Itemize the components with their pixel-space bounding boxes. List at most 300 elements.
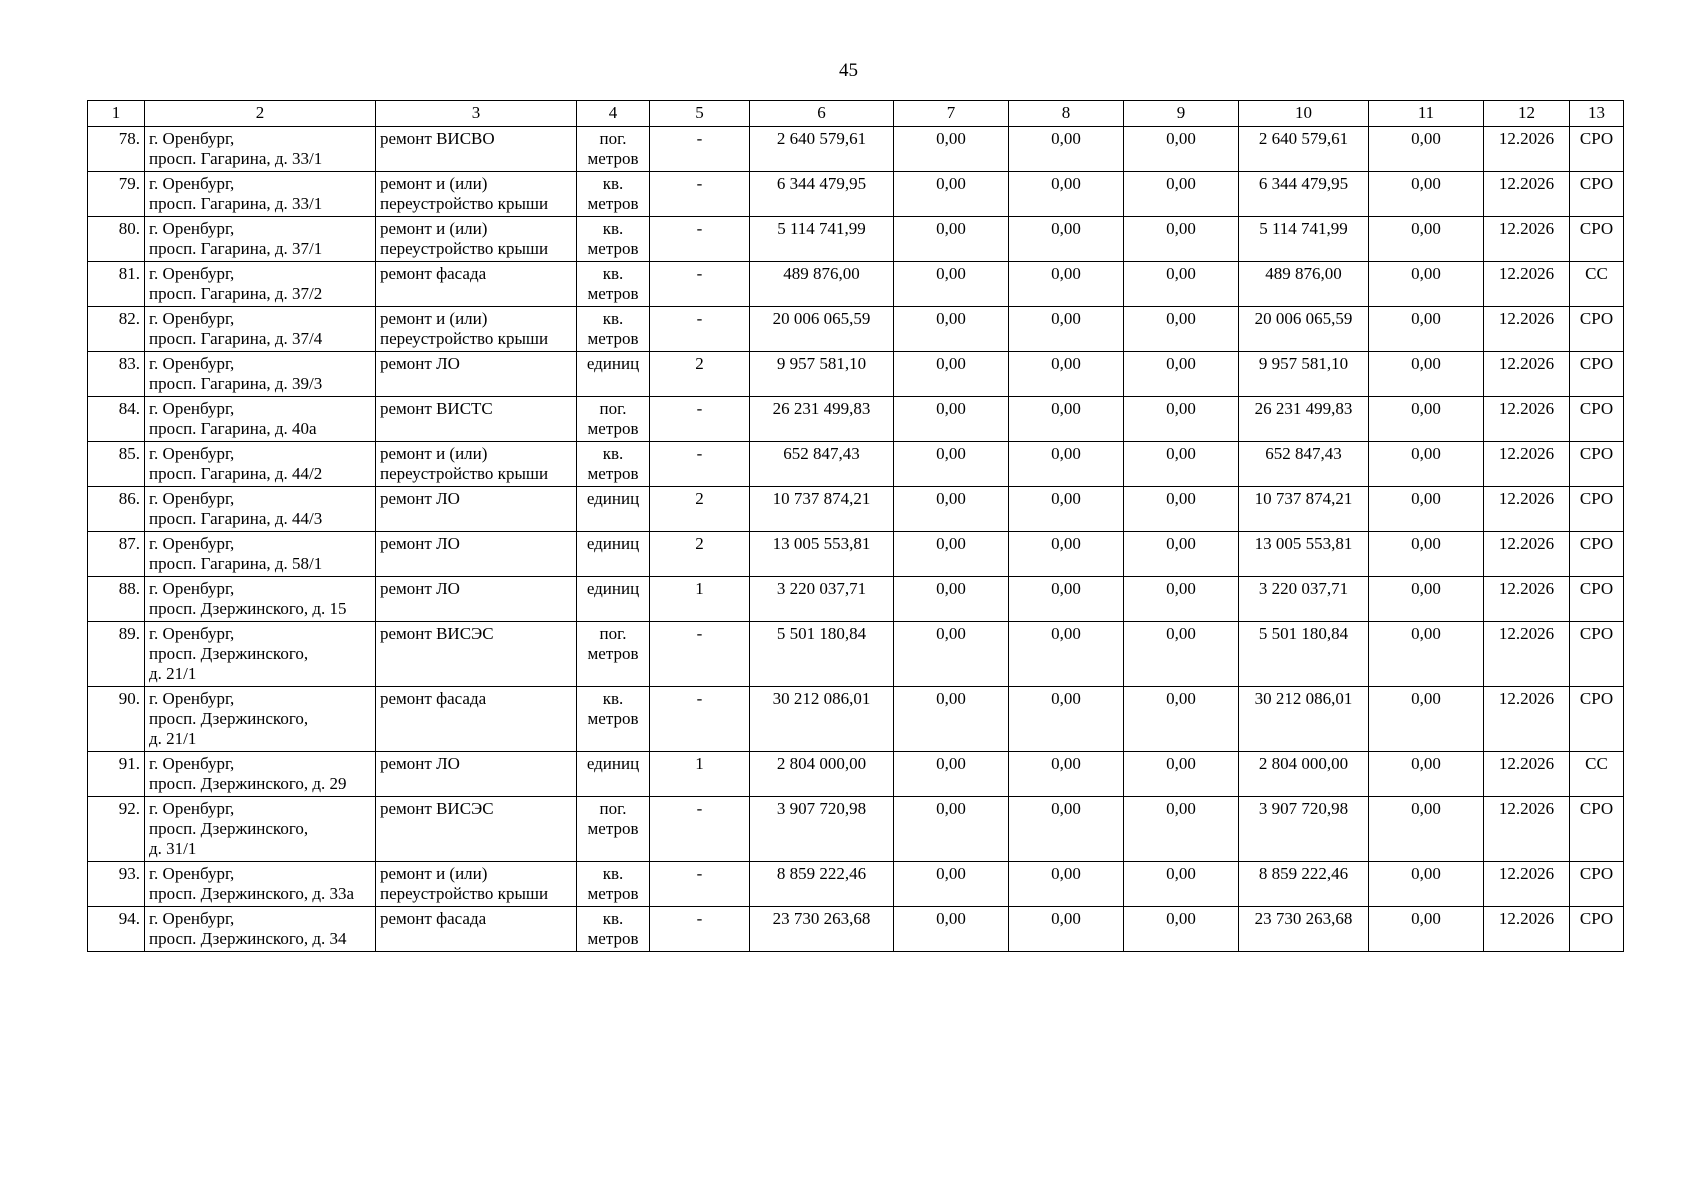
fund-col10-cell: 3 220 037,71 xyxy=(1239,577,1369,622)
work-type-cell xyxy=(376,907,577,952)
quantity-cell: 2 xyxy=(650,487,750,532)
work-type-cell xyxy=(376,862,577,907)
unit-line: метров xyxy=(587,644,639,663)
table-row xyxy=(88,862,1624,907)
address-cell xyxy=(145,487,376,532)
address-line: просп. Гагарина, д. 37/2 xyxy=(149,284,323,303)
term-cell: 12.2026 xyxy=(1484,907,1570,952)
fund-col7-cell: 0,00 xyxy=(894,907,1009,952)
row-number-cell: 80. xyxy=(88,217,145,262)
work-type-line: ремонт ВИСЭС xyxy=(380,799,494,818)
unit-line: кв. xyxy=(602,689,624,708)
work-type-cell xyxy=(376,532,577,577)
column-header-11: 11 xyxy=(1369,101,1484,127)
address-line: г. Оренбург, xyxy=(149,754,235,773)
address-cell xyxy=(145,352,376,397)
total-cost-cell: 13 005 553,81 xyxy=(750,532,894,577)
unit-line: единиц xyxy=(586,354,640,373)
quantity-cell: 1 xyxy=(650,577,750,622)
row-number-cell: 82. xyxy=(88,307,145,352)
work-type-cell xyxy=(376,442,577,487)
method-cell: СРО xyxy=(1570,862,1624,907)
fund-col11-cell: 0,00 xyxy=(1369,752,1484,797)
unit-cell xyxy=(577,532,650,577)
unit-line: метров xyxy=(587,929,639,948)
quantity-cell: - xyxy=(650,397,750,442)
fund-col7-cell: 0,00 xyxy=(894,577,1009,622)
unit-line: пог. xyxy=(599,399,627,418)
row-number-cell: 81. xyxy=(88,262,145,307)
unit-line: метров xyxy=(587,329,639,348)
address-line: г. Оренбург, xyxy=(149,219,235,238)
column-header-6: 6 xyxy=(750,101,894,127)
unit-line: кв. xyxy=(602,219,624,238)
quantity-cell: - xyxy=(650,262,750,307)
work-type-line: ремонт ВИСЭС xyxy=(380,624,494,643)
method-cell: СРО xyxy=(1570,907,1624,952)
column-number-header-row xyxy=(88,101,1624,127)
fund-col11-cell: 0,00 xyxy=(1369,862,1484,907)
address-cell xyxy=(145,687,376,752)
work-type-cell xyxy=(376,217,577,262)
address-line: г. Оренбург, xyxy=(149,489,235,508)
work-type-line: ремонт и (или) xyxy=(380,174,488,193)
row-number-cell: 90. xyxy=(88,687,145,752)
address-line: просп. Дзержинского, д. 15 xyxy=(149,599,347,618)
table-body xyxy=(88,127,1624,952)
unit-cell xyxy=(577,797,650,862)
column-header-10: 10 xyxy=(1239,101,1369,127)
unit-cell xyxy=(577,622,650,687)
unit-cell xyxy=(577,442,650,487)
table-row xyxy=(88,352,1624,397)
fund-col7-cell: 0,00 xyxy=(894,862,1009,907)
fund-col11-cell: 0,00 xyxy=(1369,797,1484,862)
unit-line: кв. xyxy=(602,309,624,328)
work-type-cell xyxy=(376,577,577,622)
fund-col11-cell: 0,00 xyxy=(1369,687,1484,752)
column-header-7: 7 xyxy=(894,101,1009,127)
fund-col10-cell: 9 957 581,10 xyxy=(1239,352,1369,397)
column-header-12: 12 xyxy=(1484,101,1570,127)
method-cell: СРО xyxy=(1570,127,1624,172)
fund-col9-cell: 0,00 xyxy=(1124,127,1239,172)
row-number-cell: 94. xyxy=(88,907,145,952)
address-line: г. Оренбург, xyxy=(149,264,235,283)
unit-line: метров xyxy=(587,284,639,303)
total-cost-cell: 652 847,43 xyxy=(750,442,894,487)
unit-line: метров xyxy=(587,884,639,903)
address-line: д. 21/1 xyxy=(149,664,197,683)
unit-cell xyxy=(577,127,650,172)
unit-line: пог. xyxy=(599,129,627,148)
column-header-4: 4 xyxy=(577,101,650,127)
work-type-cell xyxy=(376,797,577,862)
term-cell: 12.2026 xyxy=(1484,797,1570,862)
address-cell xyxy=(145,752,376,797)
fund-col7-cell: 0,00 xyxy=(894,262,1009,307)
fund-col7-cell: 0,00 xyxy=(894,487,1009,532)
column-header-5: 5 xyxy=(650,101,750,127)
fund-col8-cell: 0,00 xyxy=(1009,797,1124,862)
address-line: г. Оренбург, xyxy=(149,534,235,553)
address-line: г. Оренбург, xyxy=(149,174,235,193)
address-cell xyxy=(145,172,376,217)
column-header-1: 1 xyxy=(88,101,145,127)
table-row xyxy=(88,622,1624,687)
unit-cell xyxy=(577,487,650,532)
address-line: просп. Гагарина, д. 33/1 xyxy=(149,149,323,168)
unit-line: единиц xyxy=(586,579,640,598)
fund-col11-cell: 0,00 xyxy=(1369,442,1484,487)
work-type-line: ремонт ЛО xyxy=(380,489,460,508)
fund-col11-cell: 0,00 xyxy=(1369,262,1484,307)
address-line: г. Оренбург, xyxy=(149,689,235,708)
work-type-cell xyxy=(376,687,577,752)
fund-col10-cell: 2 640 579,61 xyxy=(1239,127,1369,172)
address-line: просп. Дзержинского, xyxy=(149,644,309,663)
row-number-cell: 92. xyxy=(88,797,145,862)
address-line: просп. Гагарина, д. 58/1 xyxy=(149,554,323,573)
unit-cell xyxy=(577,397,650,442)
fund-col9-cell: 0,00 xyxy=(1124,622,1239,687)
method-cell: СРО xyxy=(1570,532,1624,577)
total-cost-cell: 5 501 180,84 xyxy=(750,622,894,687)
term-cell: 12.2026 xyxy=(1484,442,1570,487)
fund-col9-cell: 0,00 xyxy=(1124,262,1239,307)
work-type-line: ремонт и (или) xyxy=(380,309,488,328)
fund-col9-cell: 0,00 xyxy=(1124,397,1239,442)
column-header-13: 13 xyxy=(1570,101,1624,127)
total-cost-cell: 2 804 000,00 xyxy=(750,752,894,797)
unit-line: кв. xyxy=(602,909,624,928)
fund-col10-cell: 30 212 086,01 xyxy=(1239,687,1369,752)
address-line: просп. Гагарина, д. 44/2 xyxy=(149,464,323,483)
address-line: г. Оренбург, xyxy=(149,579,235,598)
fund-col11-cell: 0,00 xyxy=(1369,352,1484,397)
fund-col10-cell: 10 737 874,21 xyxy=(1239,487,1369,532)
fund-col7-cell: 0,00 xyxy=(894,532,1009,577)
address-cell xyxy=(145,907,376,952)
work-type-line: ремонт ЛО xyxy=(380,579,460,598)
fund-col9-cell: 0,00 xyxy=(1124,352,1239,397)
address-line: просп. Дзержинского, xyxy=(149,819,309,838)
work-type-line: ремонт и (или) xyxy=(380,444,488,463)
work-type-line: ремонт ЛО xyxy=(380,534,460,553)
fund-col10-cell: 652 847,43 xyxy=(1239,442,1369,487)
work-type-line: ремонт ВИСТС xyxy=(380,399,493,418)
fund-col9-cell: 0,00 xyxy=(1124,752,1239,797)
fund-col9-cell: 0,00 xyxy=(1124,172,1239,217)
work-type-line: ремонт фасада xyxy=(380,264,487,283)
work-type-line: переустройство крыши xyxy=(380,194,549,213)
work-type-line: ремонт и (или) xyxy=(380,864,488,883)
fund-col8-cell: 0,00 xyxy=(1009,862,1124,907)
fund-col10-cell: 5 114 741,99 xyxy=(1239,217,1369,262)
fund-col9-cell: 0,00 xyxy=(1124,907,1239,952)
table-row xyxy=(88,577,1624,622)
fund-col10-cell: 6 344 479,95 xyxy=(1239,172,1369,217)
fund-col11-cell: 0,00 xyxy=(1369,397,1484,442)
address-cell xyxy=(145,532,376,577)
fund-col9-cell: 0,00 xyxy=(1124,862,1239,907)
unit-line: метров xyxy=(587,464,639,483)
term-cell: 12.2026 xyxy=(1484,217,1570,262)
table-row xyxy=(88,797,1624,862)
total-cost-cell: 3 907 720,98 xyxy=(750,797,894,862)
fund-col8-cell: 0,00 xyxy=(1009,442,1124,487)
address-cell xyxy=(145,217,376,262)
address-line: г. Оренбург, xyxy=(149,909,235,928)
unit-line: пог. xyxy=(599,624,627,643)
work-type-line: ремонт ВИСВО xyxy=(380,129,495,148)
method-cell: СС xyxy=(1570,752,1624,797)
unit-line: единиц xyxy=(586,489,640,508)
fund-col7-cell: 0,00 xyxy=(894,752,1009,797)
fund-col11-cell: 0,00 xyxy=(1369,622,1484,687)
work-type-cell xyxy=(376,127,577,172)
address-line: д. 31/1 xyxy=(149,839,197,858)
unit-cell xyxy=(577,172,650,217)
address-line: просп. Гагарина, д. 44/3 xyxy=(149,509,323,528)
quantity-cell: - xyxy=(650,862,750,907)
fund-col10-cell: 20 006 065,59 xyxy=(1239,307,1369,352)
term-cell: 12.2026 xyxy=(1484,622,1570,687)
method-cell: СРО xyxy=(1570,352,1624,397)
unit-cell xyxy=(577,307,650,352)
address-cell xyxy=(145,442,376,487)
work-type-line: ремонт фасада xyxy=(380,909,487,928)
table-row xyxy=(88,262,1624,307)
fund-col7-cell: 0,00 xyxy=(894,352,1009,397)
address-line: г. Оренбург, xyxy=(149,354,235,373)
term-cell: 12.2026 xyxy=(1484,577,1570,622)
fund-col8-cell: 0,00 xyxy=(1009,172,1124,217)
quantity-cell: - xyxy=(650,797,750,862)
method-cell: СРО xyxy=(1570,577,1624,622)
quantity-cell: 2 xyxy=(650,352,750,397)
fund-col11-cell: 0,00 xyxy=(1369,487,1484,532)
unit-cell xyxy=(577,687,650,752)
work-type-line: переустройство крыши xyxy=(380,884,549,903)
fund-col8-cell: 0,00 xyxy=(1009,752,1124,797)
column-header-9: 9 xyxy=(1124,101,1239,127)
row-number-cell: 79. xyxy=(88,172,145,217)
unit-cell xyxy=(577,907,650,952)
unit-cell xyxy=(577,862,650,907)
column-header-3: 3 xyxy=(376,101,577,127)
unit-line: метров xyxy=(587,194,639,213)
fund-col8-cell: 0,00 xyxy=(1009,397,1124,442)
unit-line: метров xyxy=(587,149,639,168)
quantity-cell: - xyxy=(650,127,750,172)
fund-col8-cell: 0,00 xyxy=(1009,577,1124,622)
work-type-cell xyxy=(376,352,577,397)
total-cost-cell: 489 876,00 xyxy=(750,262,894,307)
capital-repair-table xyxy=(87,100,1624,952)
fund-col9-cell: 0,00 xyxy=(1124,687,1239,752)
row-number-cell: 87. xyxy=(88,532,145,577)
fund-col8-cell: 0,00 xyxy=(1009,622,1124,687)
fund-col9-cell: 0,00 xyxy=(1124,217,1239,262)
table-row xyxy=(88,907,1624,952)
address-cell xyxy=(145,127,376,172)
fund-col10-cell: 5 501 180,84 xyxy=(1239,622,1369,687)
fund-col7-cell: 0,00 xyxy=(894,622,1009,687)
unit-cell xyxy=(577,262,650,307)
page-number: 45 xyxy=(839,60,858,81)
fund-col11-cell: 0,00 xyxy=(1369,532,1484,577)
term-cell: 12.2026 xyxy=(1484,862,1570,907)
row-number-cell: 88. xyxy=(88,577,145,622)
fund-col11-cell: 0,00 xyxy=(1369,307,1484,352)
unit-line: метров xyxy=(587,709,639,728)
fund-col7-cell: 0,00 xyxy=(894,687,1009,752)
fund-col11-cell: 0,00 xyxy=(1369,172,1484,217)
work-type-cell xyxy=(376,752,577,797)
fund-col11-cell: 0,00 xyxy=(1369,217,1484,262)
address-line: просп. Гагарина, д. 39/3 xyxy=(149,374,323,393)
work-type-line: переустройство крыши xyxy=(380,239,549,258)
fund-col10-cell: 23 730 263,68 xyxy=(1239,907,1369,952)
quantity-cell: - xyxy=(650,622,750,687)
work-type-cell xyxy=(376,262,577,307)
term-cell: 12.2026 xyxy=(1484,752,1570,797)
unit-line: единиц xyxy=(586,534,640,553)
address-line: г. Оренбург, xyxy=(149,624,235,643)
address-line: г. Оренбург, xyxy=(149,864,235,883)
table-row xyxy=(88,127,1624,172)
quantity-cell: - xyxy=(650,307,750,352)
fund-col8-cell: 0,00 xyxy=(1009,532,1124,577)
fund-col8-cell: 0,00 xyxy=(1009,487,1124,532)
quantity-cell: - xyxy=(650,687,750,752)
fund-col7-cell: 0,00 xyxy=(894,442,1009,487)
row-number-cell: 78. xyxy=(88,127,145,172)
table-row xyxy=(88,532,1624,577)
address-line: г. Оренбург, xyxy=(149,309,235,328)
total-cost-cell: 2 640 579,61 xyxy=(750,127,894,172)
total-cost-cell: 5 114 741,99 xyxy=(750,217,894,262)
address-line: просп. Дзержинского, д. 29 xyxy=(149,774,347,793)
fund-col10-cell: 489 876,00 xyxy=(1239,262,1369,307)
fund-col7-cell: 0,00 xyxy=(894,397,1009,442)
table-row xyxy=(88,397,1624,442)
unit-line: метров xyxy=(587,419,639,438)
table-row xyxy=(88,217,1624,262)
row-number-cell: 89. xyxy=(88,622,145,687)
unit-line: кв. xyxy=(602,864,624,883)
method-cell: СС xyxy=(1570,262,1624,307)
row-number-cell: 85. xyxy=(88,442,145,487)
fund-col8-cell: 0,00 xyxy=(1009,217,1124,262)
work-type-cell xyxy=(376,172,577,217)
fund-col9-cell: 0,00 xyxy=(1124,532,1239,577)
method-cell: СРО xyxy=(1570,797,1624,862)
fund-col10-cell: 13 005 553,81 xyxy=(1239,532,1369,577)
column-header-8: 8 xyxy=(1009,101,1124,127)
address-cell xyxy=(145,307,376,352)
unit-line: кв. xyxy=(602,174,624,193)
address-cell xyxy=(145,397,376,442)
address-line: просп. Гагарина, д. 40а xyxy=(149,419,317,438)
term-cell: 12.2026 xyxy=(1484,172,1570,217)
term-cell: 12.2026 xyxy=(1484,262,1570,307)
fund-col8-cell: 0,00 xyxy=(1009,352,1124,397)
fund-col10-cell: 8 859 222,46 xyxy=(1239,862,1369,907)
column-header-2: 2 xyxy=(145,101,376,127)
address-line: г. Оренбург, xyxy=(149,799,235,818)
work-type-line: ремонт фасада xyxy=(380,689,487,708)
work-type-line: ремонт ЛО xyxy=(380,754,460,773)
work-type-line: переустройство крыши xyxy=(380,464,549,483)
address-cell xyxy=(145,622,376,687)
quantity-cell: - xyxy=(650,442,750,487)
unit-cell xyxy=(577,352,650,397)
fund-col8-cell: 0,00 xyxy=(1009,307,1124,352)
term-cell: 12.2026 xyxy=(1484,307,1570,352)
unit-line: кв. xyxy=(602,444,624,463)
method-cell: СРО xyxy=(1570,687,1624,752)
fund-col7-cell: 0,00 xyxy=(894,797,1009,862)
address-line: г. Оренбург, xyxy=(149,399,235,418)
fund-col8-cell: 0,00 xyxy=(1009,687,1124,752)
address-cell xyxy=(145,862,376,907)
row-number-cell: 93. xyxy=(88,862,145,907)
term-cell: 12.2026 xyxy=(1484,127,1570,172)
address-cell xyxy=(145,262,376,307)
row-number-cell: 86. xyxy=(88,487,145,532)
table-row xyxy=(88,752,1624,797)
quantity-cell: 2 xyxy=(650,532,750,577)
unit-cell xyxy=(577,217,650,262)
term-cell: 12.2026 xyxy=(1484,687,1570,752)
table-row xyxy=(88,307,1624,352)
quantity-cell: - xyxy=(650,907,750,952)
unit-cell xyxy=(577,752,650,797)
fund-col7-cell: 0,00 xyxy=(894,127,1009,172)
table-row xyxy=(88,687,1624,752)
fund-col10-cell: 3 907 720,98 xyxy=(1239,797,1369,862)
term-cell: 12.2026 xyxy=(1484,532,1570,577)
unit-line: метров xyxy=(587,239,639,258)
fund-col10-cell: 2 804 000,00 xyxy=(1239,752,1369,797)
work-type-line: ремонт и (или) xyxy=(380,219,488,238)
table-row xyxy=(88,442,1624,487)
total-cost-cell: 20 006 065,59 xyxy=(750,307,894,352)
unit-line: кв. xyxy=(602,264,624,283)
table-row xyxy=(88,172,1624,217)
fund-col8-cell: 0,00 xyxy=(1009,907,1124,952)
total-cost-cell: 9 957 581,10 xyxy=(750,352,894,397)
fund-col8-cell: 0,00 xyxy=(1009,262,1124,307)
fund-col7-cell: 0,00 xyxy=(894,217,1009,262)
quantity-cell: - xyxy=(650,172,750,217)
address-line: г. Оренбург, xyxy=(149,444,235,463)
address-line: просп. Дзержинского, д. 34 xyxy=(149,929,347,948)
unit-line: единиц xyxy=(586,754,640,773)
work-type-line: переустройство крыши xyxy=(380,329,549,348)
row-number-cell: 91. xyxy=(88,752,145,797)
method-cell: СРО xyxy=(1570,442,1624,487)
fund-col9-cell: 0,00 xyxy=(1124,487,1239,532)
method-cell: СРО xyxy=(1570,397,1624,442)
total-cost-cell: 30 212 086,01 xyxy=(750,687,894,752)
work-type-line: ремонт ЛО xyxy=(380,354,460,373)
unit-line: пог. xyxy=(599,799,627,818)
total-cost-cell: 3 220 037,71 xyxy=(750,577,894,622)
unit-cell xyxy=(577,577,650,622)
